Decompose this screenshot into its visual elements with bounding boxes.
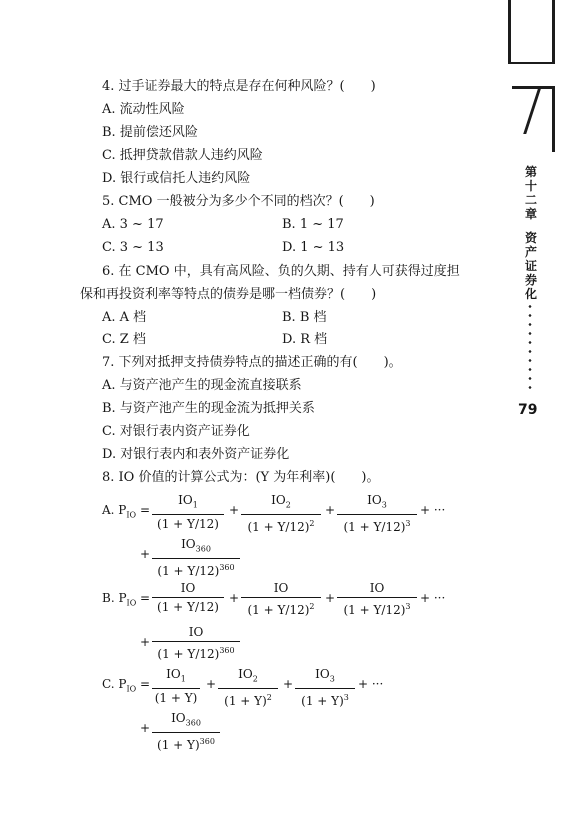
fraction: $\frac{IO}{(1 + Y/12)^3}$ — [337, 580, 417, 618]
question-stem: 7. 下列对抵押支持债券特点的描述正确的有( )。 — [102, 355, 402, 370]
plus-sign: + — [325, 591, 336, 605]
option: B. 提前偿还风险 — [102, 125, 198, 140]
marker-bar — [552, 0, 555, 64]
equals-sign: = — [140, 503, 151, 517]
chapter-title: 资产证券化 — [524, 231, 537, 301]
plus-sign: + — [140, 721, 151, 735]
option: C. Z 档 — [102, 332, 146, 347]
option: A. 3 ~ 17 — [102, 217, 164, 232]
option: A. A 档 — [102, 310, 147, 325]
fraction: $\frac{IO_2}{(1 + Y/12)^2}$ — [241, 492, 321, 535]
marker-bar — [552, 86, 555, 152]
formula-label: A. $P_{IO}$ — [102, 503, 137, 520]
ellipsis: + ··· — [420, 503, 446, 517]
option: B. 1 ~ 17 — [282, 217, 344, 232]
fraction: $\frac{IO_1}{(1 + Y/12)}$ — [152, 492, 224, 532]
option: B. 与资产池产生的现金流为抵押关系 — [102, 401, 315, 416]
plus-sign: + — [229, 591, 240, 605]
option: D. 对银行表内和表外资产证券化 — [102, 447, 290, 462]
question-stem: 4. 过手证券最大的特点是存在何种风险？( ) — [102, 79, 376, 94]
fraction: $\frac{IO}{(1 + Y/12)}$ — [152, 580, 224, 615]
ellipsis: + ··· — [358, 677, 384, 691]
plus-sign: + — [229, 503, 240, 517]
fraction: $\frac{IO}{(1 + Y/12)^2}$ — [241, 580, 321, 618]
equals-sign: = — [140, 591, 151, 605]
fraction: $\frac{IO_{360}}{(1 + Y/12)^{360}}$ — [152, 536, 240, 579]
question-stem-continued: 保和再投资利率等特点的债券是哪一档债券？( ) — [80, 287, 377, 302]
option: A. 流动性风险 — [102, 102, 185, 117]
option: D. 银行或信托人违约风险 — [102, 171, 251, 186]
option: B. B 档 — [282, 310, 327, 325]
marker-bar — [523, 86, 542, 134]
option: C. 抵押贷款借款人违约风险 — [102, 148, 263, 163]
marker-bar — [512, 86, 552, 89]
plus-sign: + — [140, 635, 151, 649]
option: D. 1 ~ 13 — [282, 240, 345, 255]
plus-sign: + — [283, 677, 294, 691]
fraction: $\frac{IO_3}{(1 + Y)^3}$ — [295, 666, 355, 709]
ellipsis: + ··· — [420, 591, 446, 605]
fraction: $\frac{IO_{360}}{(1 + Y)^{360}}$ — [152, 710, 220, 753]
question-stem: 6. 在 CMO 中，具有高风险、负的久期、持有人可获得过度担 — [102, 264, 460, 279]
equals-sign: = — [140, 677, 151, 691]
formula-label: C. $P_{IO}$ — [102, 677, 137, 694]
chapter-label: 第十二章 — [524, 165, 537, 221]
option: A. 与资产池产生的现金流直接联系 — [102, 378, 302, 393]
question-stem: 5. CMO 一般被分为多少个不同的档次？( ) — [102, 194, 375, 209]
option: C. 3 ~ 13 — [102, 240, 164, 255]
chapter-sidebar — [523, 165, 539, 301]
plus-sign: + — [206, 677, 217, 691]
formula-label: B. $P_{IO}$ — [102, 591, 137, 608]
option: C. 对银行表内资产证券化 — [102, 424, 250, 439]
option: D. R 档 — [282, 332, 328, 347]
marker-bar — [508, 0, 511, 64]
plus-sign: + — [140, 547, 151, 561]
fraction: $\frac{IO_2}{(1 + Y)^2}$ — [218, 666, 278, 709]
fraction: $\frac{IO}{(1 + Y/12)^{360}}$ — [152, 624, 240, 662]
fraction: $\frac{IO_3}{(1 + Y/12)^3}$ — [337, 492, 417, 535]
marker-bar — [508, 62, 555, 64]
fraction: $\frac{IO_1}{(1 + Y)}$ — [152, 666, 200, 706]
question-stem: 8. IO 价值的计算公式为：(Y 为年利率)( )。 — [102, 470, 380, 485]
plus-sign: + — [325, 503, 336, 517]
leader-dots — [527, 302, 533, 394]
page-number: 79 — [518, 402, 538, 418]
